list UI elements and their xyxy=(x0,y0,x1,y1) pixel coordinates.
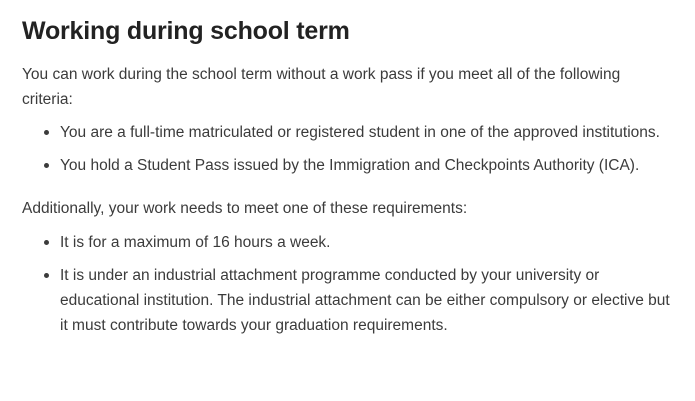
list-item: It is for a maximum of 16 hours a week. xyxy=(60,230,673,255)
list-item: You are a full-time matriculated or registered student in one of the approved institutions. xyxy=(60,120,673,145)
second-paragraph: Additionally, your work needs to meet one of these requirements: xyxy=(22,200,468,218)
criteria-list xyxy=(22,120,673,178)
requirements-list xyxy=(22,230,673,338)
intro-paragraph: You can work during the school term without a work pass if you meet all of the following criteria: xyxy=(22,66,621,109)
list-item: You hold a Student Pass issued by the Immigration and Checkpoints Authority (ICA). xyxy=(60,153,673,178)
list-item: It is under an industrial attachment programme conducted by your university or educational institution. The industrial attachment can be either compulsory or elective but it must contribute towards your graduation requirements. xyxy=(60,263,673,338)
page-title: Working during school term xyxy=(22,17,350,45)
